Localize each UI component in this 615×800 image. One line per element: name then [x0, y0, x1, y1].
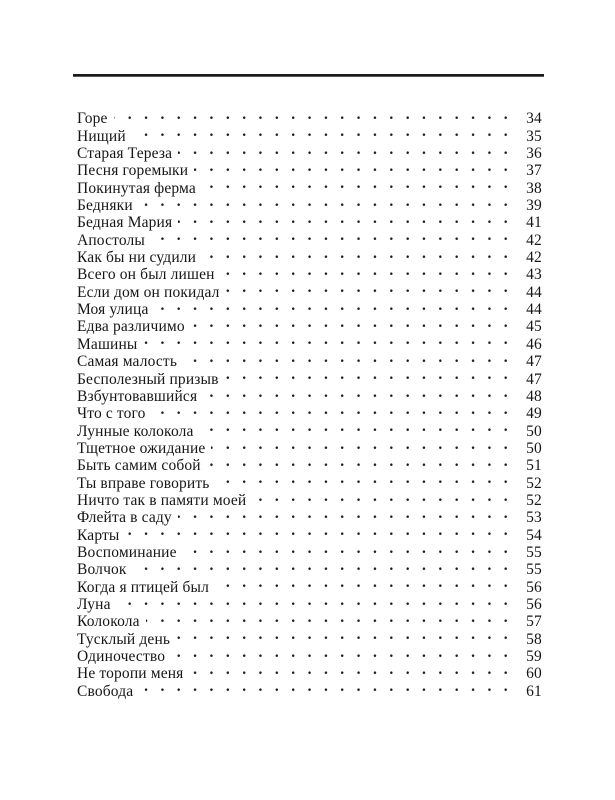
dot-leader	[171, 644, 512, 661]
dot-leader	[117, 592, 512, 609]
toc-entry-page-number: 42	[526, 249, 542, 267]
dot-leader	[202, 245, 512, 262]
toc-entry	[77, 540, 542, 561]
dot-leader	[221, 262, 512, 279]
header-rule	[73, 74, 544, 77]
dot-leader	[146, 609, 512, 626]
toc-entry-page-number: 55	[526, 543, 542, 561]
toc-entry	[77, 592, 542, 613]
toc-entry	[77, 141, 542, 163]
toc-entry-page-number: 49	[526, 405, 542, 423]
dot-leader	[133, 557, 512, 574]
dot-leader	[194, 158, 512, 175]
toc-entry	[77, 574, 542, 596]
toc-entry-title: Покинутая ферма	[77, 179, 196, 197]
toc-entry-page-number: 59	[526, 648, 542, 665]
dot-leader	[132, 123, 512, 140]
toc-entry	[77, 193, 542, 215]
toc-entry-page-number: 60	[526, 665, 542, 683]
toc-entry-page-number: 52	[526, 474, 542, 492]
toc-entry-title: Одиночество	[77, 648, 166, 665]
toc-entry-title: Колокола	[77, 613, 140, 631]
dot-leader	[178, 505, 512, 522]
toc-entry-title: Если дом он покидал	[77, 283, 220, 301]
dot-leader	[139, 678, 512, 695]
toc-entry	[77, 106, 542, 128]
toc-entry-page-number: 61	[526, 682, 542, 700]
dot-leader	[183, 540, 512, 557]
toc-entry-title: Воспоминание	[77, 543, 177, 561]
dot-leader	[178, 210, 512, 227]
toc-entry-title: Взбунтовавшийся	[77, 387, 198, 405]
toc-entry-title: Самая малость	[77, 353, 178, 371]
toc-entry-page-number: 34	[526, 110, 542, 128]
toc-entry-title: Едва различимо	[77, 318, 185, 336]
toc-entry-page-number: 41	[526, 214, 542, 232]
toc-entry-page-number: 45	[526, 318, 542, 336]
dot-leader	[152, 401, 512, 418]
dot-leader	[215, 574, 512, 591]
toc-entry-page-number: 57	[526, 613, 542, 631]
dot-leader	[151, 227, 512, 244]
toc-entry-page-number: 36	[526, 145, 542, 163]
toc-entry-title: Что с того	[77, 405, 146, 423]
toc-entry-title: Моя улица	[77, 301, 149, 319]
dot-leader	[189, 661, 512, 678]
toc-entry	[77, 609, 542, 631]
dot-leader	[226, 279, 512, 296]
toc-entry-page-number: 56	[526, 595, 542, 613]
toc-entry-page-number: 42	[526, 231, 542, 249]
toc-entry-title: Карты	[77, 526, 120, 544]
toc-entry-title: Не торопи меня	[77, 665, 184, 683]
toc-entry-page-number: 44	[526, 301, 542, 319]
toc-entry	[77, 557, 542, 579]
toc-entry-page-number: 48	[526, 387, 542, 405]
toc-entry	[77, 123, 542, 145]
toc-entry-page-number: 53	[526, 509, 542, 527]
toc-entry-title: Всего он был лишен	[77, 266, 215, 284]
dot-leader	[203, 384, 512, 401]
dot-leader	[215, 470, 512, 487]
toc-entry-title: Песня горемыки	[77, 162, 189, 180]
dot-leader	[139, 193, 512, 210]
toc-entry-title: Машины	[77, 335, 138, 353]
dot-leader	[183, 349, 512, 366]
dot-leader	[225, 366, 512, 383]
dot-leader	[252, 488, 512, 505]
dot-leader	[144, 331, 512, 348]
toc-entry-title: Ничто так в памяти моей	[77, 491, 247, 509]
dot-leader	[211, 436, 512, 453]
dot-leader	[126, 522, 513, 539]
toc-entry-title: Тусклый день	[77, 630, 171, 648]
toc-entry	[77, 626, 542, 648]
toc-entry-title: Лунные колокола	[77, 422, 194, 440]
toc-entry-title: Как бы ни судили	[77, 249, 197, 267]
toc-entry-page-number: 47	[526, 353, 542, 371]
table-of-contents	[77, 106, 542, 700]
toc-entry-page-number: 51	[526, 457, 542, 475]
toc-entry	[77, 349, 542, 371]
dot-leader	[114, 106, 512, 123]
dot-leader	[202, 175, 512, 192]
toc-entry	[77, 522, 542, 544]
toc-entry-page-number: 54	[526, 526, 542, 544]
toc-entry-page-number: 46	[526, 335, 542, 353]
dot-leader	[191, 314, 512, 331]
dot-leader	[200, 418, 512, 435]
toc-entry-title: Ты вправе говорить	[77, 474, 210, 492]
toc-entry-page-number: 47	[526, 370, 542, 388]
toc-entry-title: Бедняки	[77, 197, 133, 215]
toc-entry-title: Бедная Мария	[77, 214, 173, 232]
toc-entry-title: Когда я птицей был	[77, 578, 209, 596]
toc-entry-title: Тщетное ожидание	[77, 439, 206, 457]
toc-entry-title: Горе	[77, 110, 108, 128]
dot-leader	[176, 626, 512, 643]
toc-entry-title: Старая Тереза	[77, 145, 173, 163]
toc-entry-title: Луна	[77, 595, 111, 613]
toc-entry-page-number: 39	[526, 197, 542, 215]
toc-entry-page-number: 37	[526, 162, 542, 180]
toc-entry-page-number: 50	[526, 422, 542, 440]
toc-entry-title: Волчок	[77, 561, 127, 579]
toc-entry-title: Быть самим собой	[77, 457, 201, 475]
toc-entry-title: Свобода	[77, 682, 134, 700]
dot-leader	[154, 297, 512, 314]
toc-entry	[77, 678, 542, 700]
toc-entry-page-number: 50	[526, 439, 542, 457]
dot-leader	[178, 141, 512, 158]
toc-entry-page-number: 35	[526, 127, 542, 145]
toc-entry	[77, 210, 542, 232]
toc-entry-page-number: 44	[526, 283, 542, 301]
toc-entry-page-number: 58	[526, 630, 542, 648]
toc-entry-page-number: 38	[526, 179, 542, 197]
toc-entry-title: Апостолы	[77, 231, 145, 249]
toc-entry	[77, 331, 542, 353]
toc-entry-page-number: 56	[526, 578, 542, 596]
toc-entry-title: Флейта в саду	[77, 509, 172, 527]
toc-entry-title: Нищий	[77, 127, 126, 145]
toc-entry-title: Бесполезный призыв	[77, 370, 219, 388]
toc-entry-page-number: 43	[526, 266, 542, 284]
dot-leader	[207, 453, 512, 470]
toc-entry-page-number: 55	[526, 561, 542, 579]
toc-entry-page-number: 52	[526, 491, 542, 509]
